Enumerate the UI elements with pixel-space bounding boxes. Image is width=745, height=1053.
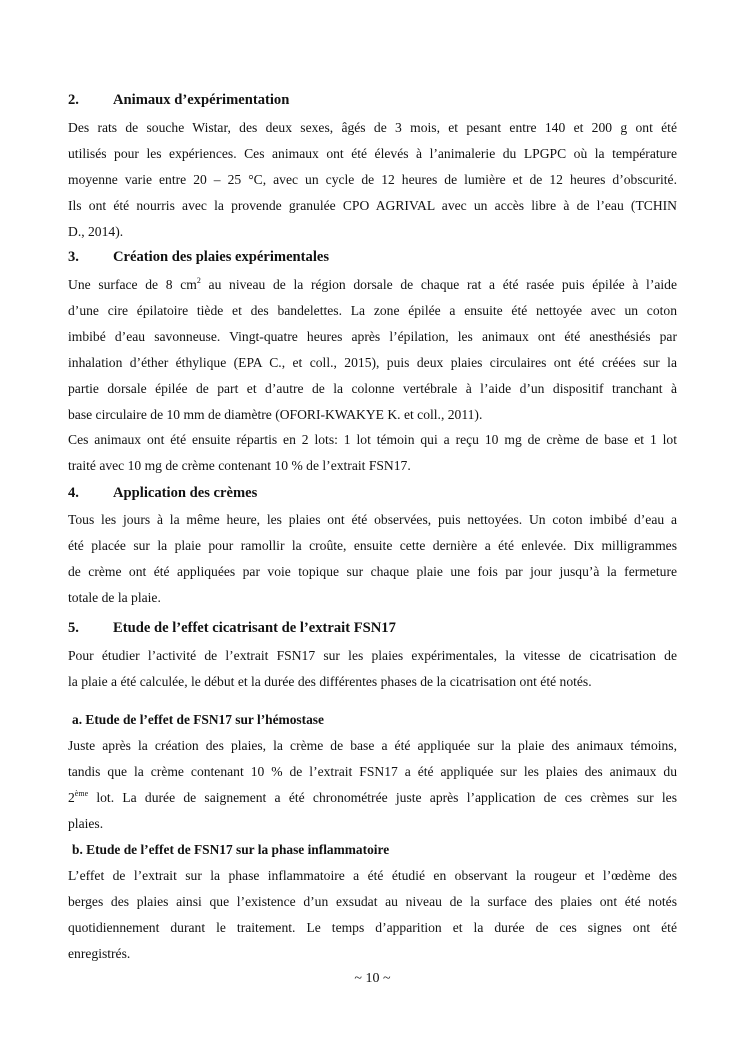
text-fragment: au niveau de la région dorsale de chaque rat a été rasée puis épilée à l’aide [200,277,678,292]
section-4-heading [68,485,257,502]
text-line: imbibé d’eau savonneuse. Vingt-quatre heures après l’épilation, les animaux ont été anesthésiés par [68,329,677,344]
page-number: ~ 10 ~ [354,971,391,986]
text-line: Pour étudier l’activité de l’extrait FSN17 sur les plaies expérimentales, la vitesse de cicatrisation de [68,648,677,663]
text-line: d’une cire épilatoire tiède et des bandelettes. La zone épilée a ensuite été nettoyée avec un coton [68,303,677,318]
text-line: berges des plaies ainsi que l’existence d’un exsudat au niveau de la surface des plaies ont été notés [68,894,677,909]
section-3-heading [68,249,329,266]
text-line: quotidiennement durant le traitement. Le temps d’apparition et la durée de ces signes ont été [68,920,677,935]
text-line: moyenne varie entre 20 – 25 °C, avec un cycle de 12 heures de lumière et de 12 heures d’obscurité. [68,172,677,187]
text-line: totale de la plaie. [68,590,161,605]
section-number: 4. [68,485,79,501]
section-number: 3. [68,249,79,265]
text-line: partie dorsale épilée de part et d’autre de la colonne vertébrale à l’aide d’un dispositif tranchant à [68,381,677,396]
text-line: traité avec 10 mg de crème contenant 10 % de l’extrait FSN17. [68,458,411,473]
text-fragment: Une surface de 8 cm [68,277,197,292]
text-line: Ils ont été nourris avec la provende granulée CPO AGRIVAL avec un accès libre à de l’eau (TCHIN [68,198,677,213]
section-3-paragraph [68,272,677,428]
section-title: Animaux d’expérimentation [113,92,290,108]
superscript: ème [74,789,89,798]
text-line: de crème ont été appliquées par voie topique sur chaque plaie une fois par jour jusqu’à la fermeture [68,564,677,579]
text-line: Des rats de souche Wistar, des deux sexes, âgés de 3 mois, et pesant entre 140 et 200 g ont été [68,120,677,135]
section-title: Etude de l’effet cicatrisant de l’extrait FSN17 [113,620,396,636]
text-line: la plaie a été calculée, le début et la durée des différentes phases de la cicatrisation ont été notés. [68,674,592,689]
section-3-paragraph-2 [68,427,677,479]
section-2-heading [68,92,289,109]
text-line: inhalation d’éther éthylique (EPA C., et coll., 2015), puis deux plaies circulaires ont été créées sur la [68,355,677,370]
text-line: utilisés pour les expériences. Ces animaux ont été élevés à l’animalerie du LPGPC où la température [68,146,677,161]
superscript: 2 [196,276,201,285]
subsection-a-heading: a. Etude de l’effet de FSN17 sur l’hémostase [72,712,324,727]
text-fragment: lot. La durée de saignement a été chronométrée juste après l’application de ces crèmes sur les [88,790,677,805]
text-line: enregistrés. [68,946,131,961]
text-line: L’effet de l’extrait sur la phase inflammatoire a été étudié en observant la rougeur et l’œdème des [68,868,677,883]
text-fragment: 2 [68,790,75,805]
text-line: Juste après la création des plaies, la crème de base a été appliquée sur la plaie des animaux témoins, [68,738,677,753]
text-line: D., 2014). [68,224,124,239]
section-number: 2. [68,92,79,108]
subsection-a-paragraph [68,733,677,837]
text-line: base circulaire de 10 mm de diamètre (OFORI-KWAKYE K. et coll., 2011). [68,407,483,422]
text-line: tandis que la crème contenant 10 % de l’extrait FSN17 a été appliquée sur les plaies des animaux du [68,764,677,779]
text-line [68,272,677,298]
section-number: 5. [68,620,79,636]
section-5-paragraph [68,643,677,695]
section-title: Création des plaies expérimentales [113,249,330,265]
section-2-paragraph [68,115,677,245]
section-4-paragraph [68,507,677,611]
subsection-b-paragraph [68,863,677,967]
text-line [68,785,677,811]
subsection-b-heading: b. Etude de l’effet de FSN17 sur la phase inflammatoire [72,842,390,857]
text-line: plaies. [68,816,104,831]
section-title: Application des crèmes [113,485,258,501]
text-line: Ces animaux ont été ensuite répartis en 2 lots: 1 lot témoin qui a reçu 10 mg de crème de base et 1 lot [68,432,677,447]
text-line: Tous les jours à la même heure, les plaies ont été observées, puis nettoyées. Un coton imbibé d’eau a [68,512,677,527]
section-5-heading [68,620,396,637]
text-line: été placée sur la plaie pour ramollir la croûte, ensuite cette dernière a été enlevée. Dix milligrammes [68,538,677,553]
